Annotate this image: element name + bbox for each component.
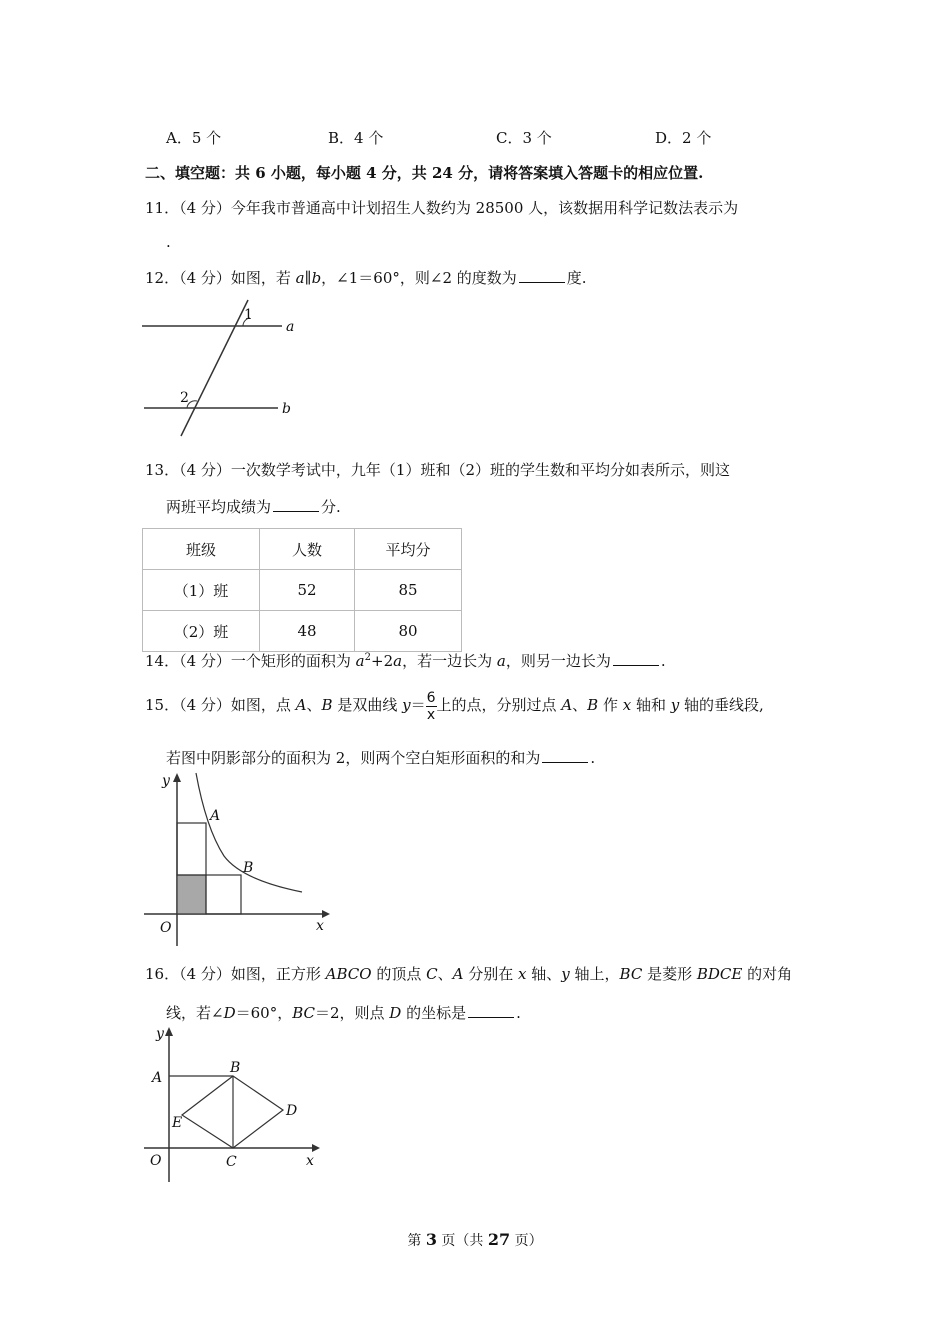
q11-line1: 11．（4 分）今年我市普通高中计划招生人数约为 28500 人，该数据用科学记数法表示为 [145, 199, 739, 217]
table-header: 平均分 [355, 529, 462, 570]
option-a: A．5 个 [166, 129, 222, 147]
table-header: 班级 [143, 529, 260, 570]
x-axis-arrow [322, 910, 330, 918]
q16-answer-blank[interactable] [468, 1003, 514, 1018]
q14-text: 14．（4 分）一个矩形的面积为 $a^2+2a$，若一边长为 a，则另一边长为 . [145, 652, 666, 670]
q11-line2: . [166, 233, 171, 251]
rect-b [206, 875, 241, 914]
transversal [181, 300, 248, 436]
label-a: A [210, 808, 221, 824]
q15-line1: 15．（4 分）如图，点 A、B 是双曲线 y＝ $\frac{6}{x}$ 上的点，分别过点 A、B 作 x 轴和 y 轴的垂线段, [145, 689, 764, 723]
q13-line2: 两班平均成绩为 分. [166, 498, 341, 516]
label-b: B [243, 860, 254, 876]
section-heading: 二、填空题：共 6 小题，每小题 4 分，共 24 分，请将答案填入答题卡的相应位置. [145, 164, 704, 182]
label-b: b [282, 401, 291, 417]
table-header: 人数 [260, 529, 355, 570]
label-1: 1 [244, 307, 253, 323]
q16-figure [140, 1022, 340, 1187]
label-o: O [150, 1153, 162, 1169]
current-page: 3 [425, 1230, 437, 1249]
x-axis-arrow [312, 1144, 320, 1152]
fraction-6-over-x: $\frac{6}{x}$ [426, 689, 436, 723]
option-d: D．2 个 [655, 129, 712, 147]
table-row [143, 611, 462, 652]
q15-answer-blank[interactable] [542, 748, 588, 763]
label-a: a [286, 319, 295, 335]
table-cell: 80 [355, 611, 462, 652]
label-y: y [162, 773, 170, 789]
rect-a [177, 823, 206, 875]
label-e: E [172, 1115, 183, 1131]
label-o: O [160, 920, 172, 936]
q12-text: 12．（4 分）如图，若 a∥b，∠1＝60°，则∠2 的度数为 度. [145, 269, 587, 287]
q15-line2: 若图中阴影部分的面积为 2，则两个空白矩形面积的和为 . [166, 749, 596, 767]
label-b: B [230, 1060, 241, 1076]
q12-answer-blank[interactable] [519, 268, 565, 283]
label-x: x [316, 918, 324, 934]
q14-answer-blank[interactable] [613, 651, 659, 666]
total-pages: 27 [487, 1230, 511, 1249]
label-c: C [226, 1154, 237, 1170]
q13-line1: 13．（4 分）一次数学考试中，九年（1）班和（2）班的学生数和平均分如表所示，则这 [145, 461, 730, 479]
option-b: B．4 个 [328, 129, 384, 147]
table-cell: （2）班 [143, 611, 260, 652]
label-a: A [152, 1070, 163, 1086]
label-y: y [156, 1026, 164, 1042]
score-table [142, 528, 462, 652]
label-x: x [306, 1153, 314, 1169]
page-footer: 第 3 页（共 27 页） [407, 1230, 543, 1249]
shaded-rectangle [177, 875, 206, 914]
option-c: C．3 个 [496, 129, 552, 147]
label-d: D [286, 1103, 298, 1119]
table-cell: 52 [260, 570, 355, 611]
table-header-row [143, 529, 462, 570]
q13-answer-blank[interactable] [273, 497, 319, 512]
q16-line1: 16．（4 分）如图，正方形 ABCO 的顶点 C、A 分别在 x 轴、y 轴上，BC 是菱形 BDCE 的对角 [145, 965, 793, 983]
table-cell: （1）班 [143, 570, 260, 611]
label-2: 2 [180, 390, 189, 406]
q12-figure [140, 295, 300, 440]
q16-line2: 线，若∠D＝60°，BC＝2，则点 D 的坐标是 . [166, 1004, 521, 1022]
y-axis-arrow [173, 773, 181, 782]
y-axis-arrow [165, 1027, 173, 1036]
table-row [143, 570, 462, 611]
table-cell: 48 [260, 611, 355, 652]
table-cell: 85 [355, 570, 462, 611]
q15-figure [140, 768, 340, 953]
